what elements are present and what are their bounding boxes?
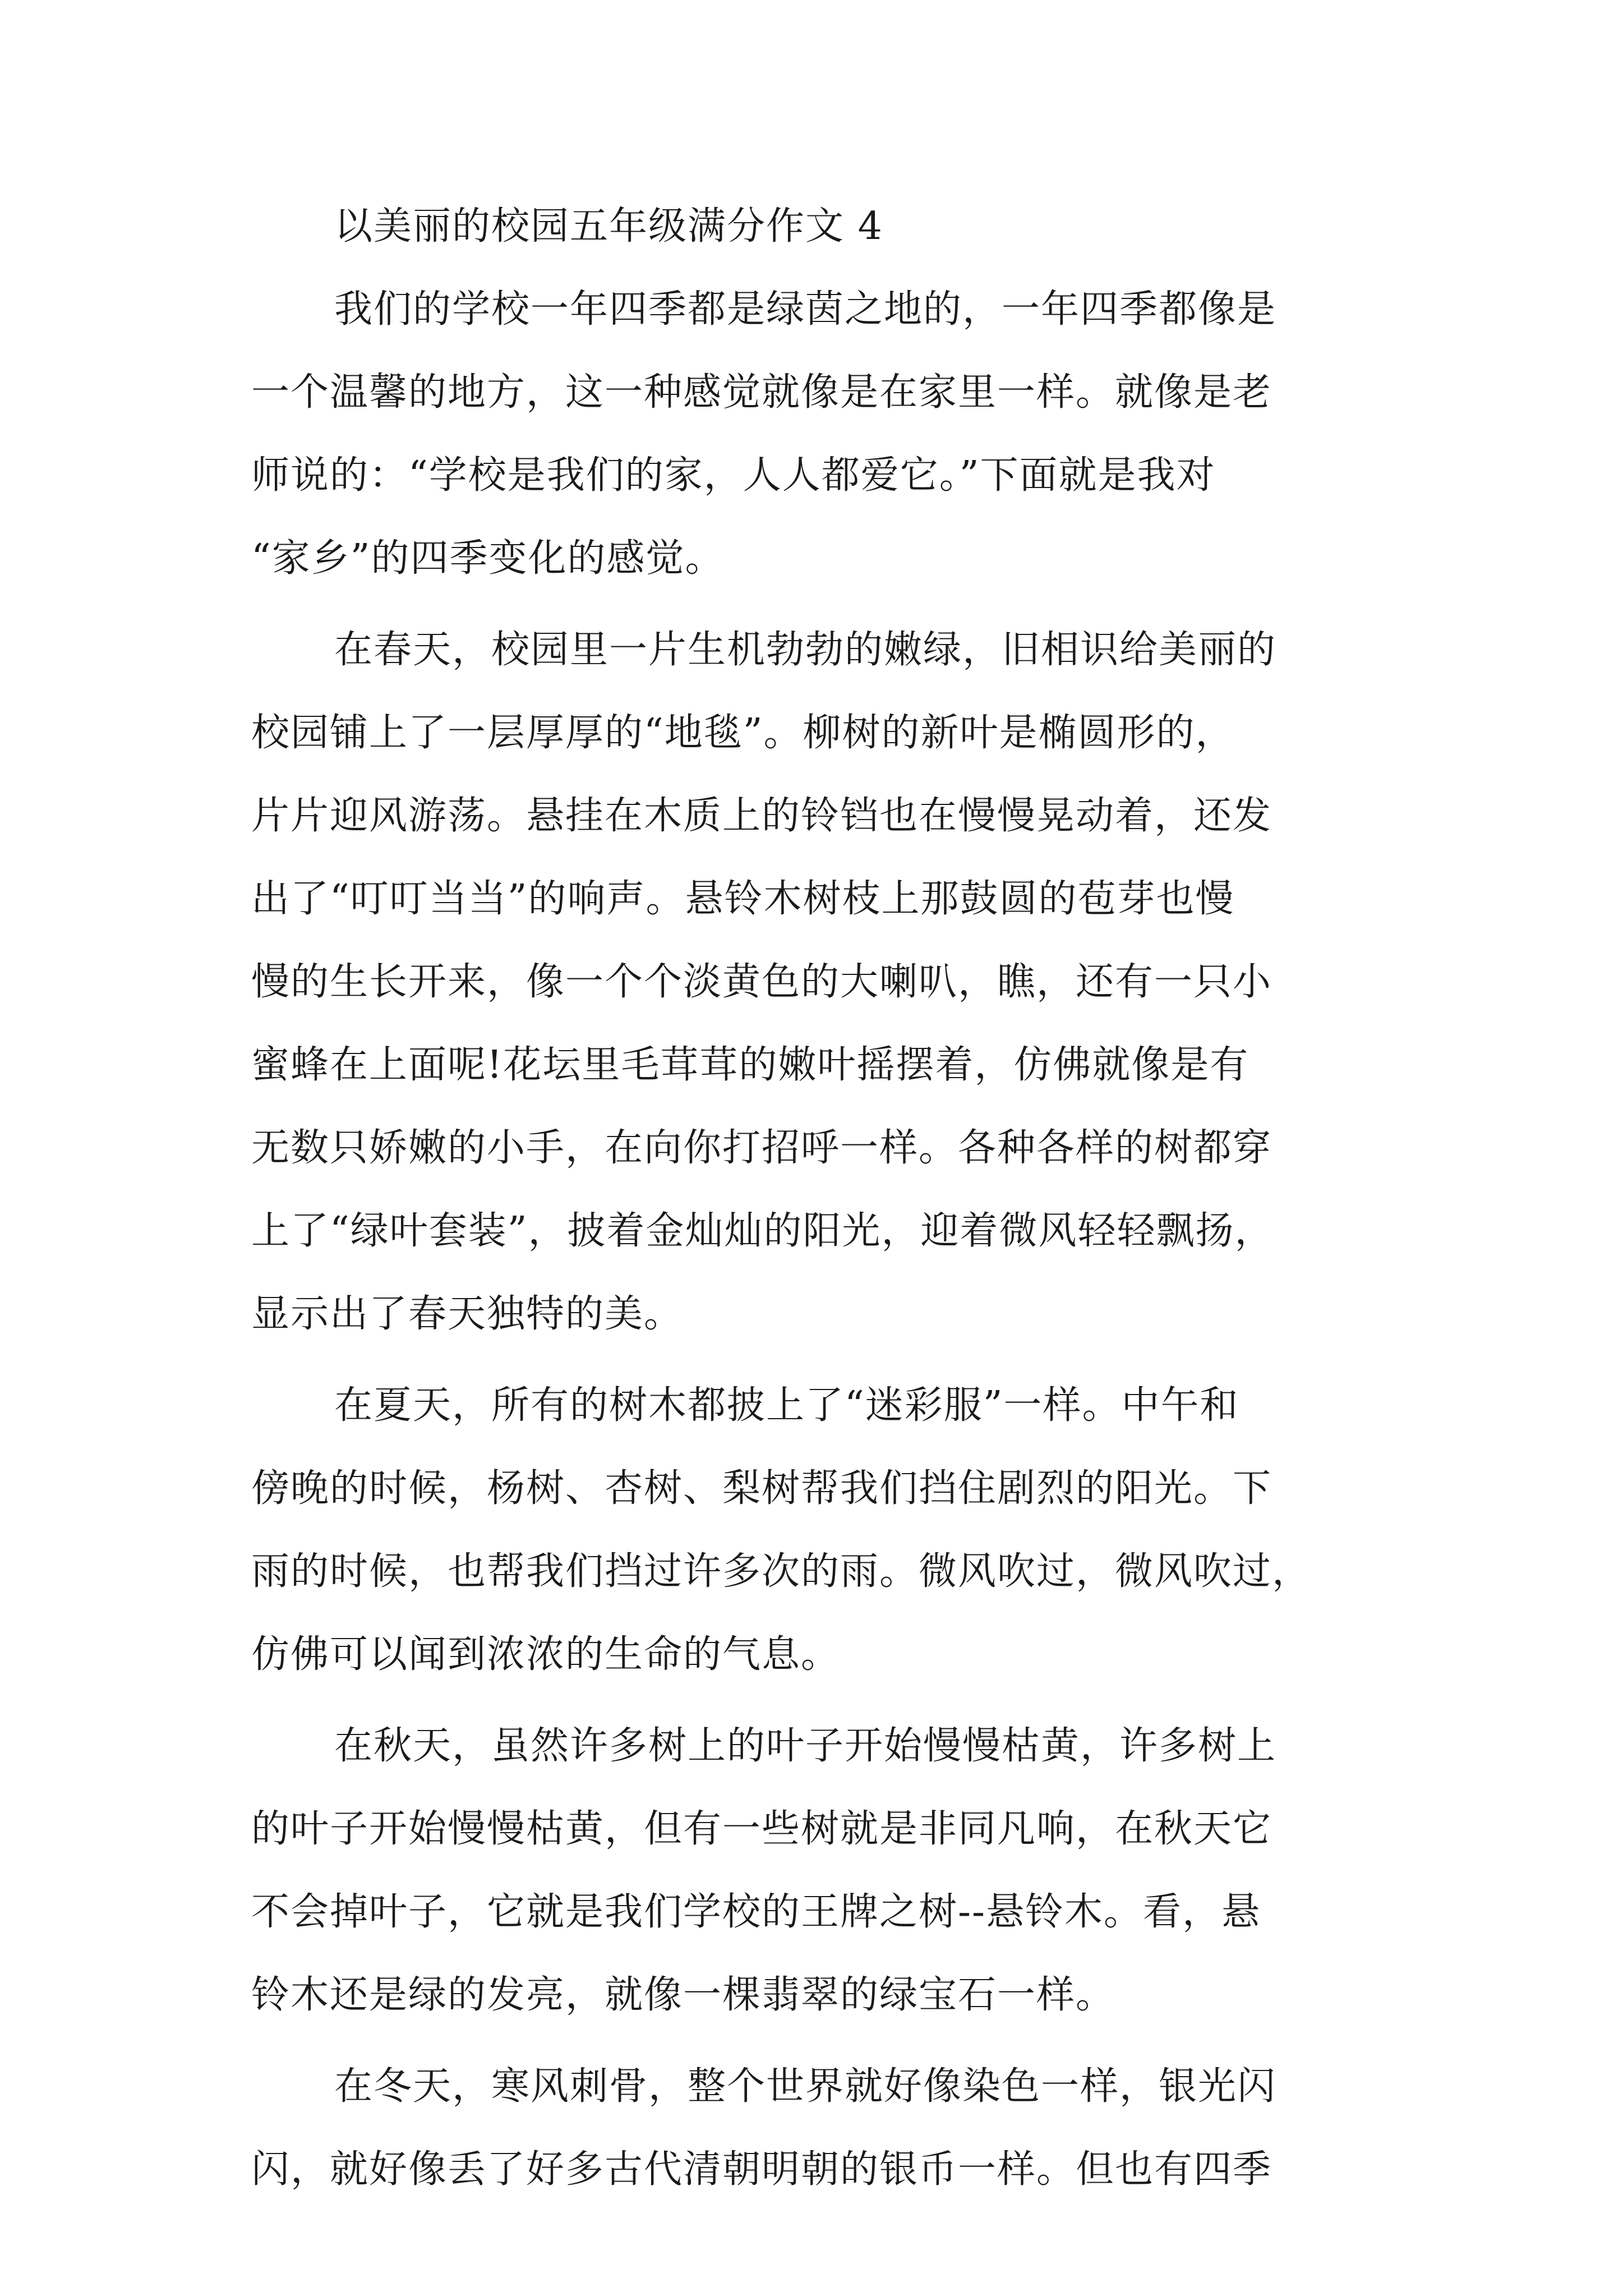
paragraph-line: 在秋天，虽然许多树上的叶子开始慢慢枯黄，许多树上	[334, 1724, 1277, 1768]
paragraph-line: 不会掉叶子，它就是我们学校的王牌之树--悬铃木。看，悬	[251, 1890, 1261, 1934]
paragraph-line: 上了“绿叶套装”，披着金灿灿的阳光，迎着微风轻轻飘扬，	[251, 1209, 1274, 1253]
paragraph-line: 师说的：“学校是我们的家，人人都爱它。”下面就是我对	[251, 453, 1216, 498]
paragraph-line: 显示出了春天独特的美。	[251, 1292, 684, 1336]
paragraph-line: 在冬天，寒风刺骨，整个世界就好像染色一样，银光闪	[334, 2064, 1277, 2109]
paragraph-line: 慢的生长开来，像一个个淡黄色的大喇叭，瞧，还有一只小	[251, 960, 1272, 1004]
paragraph-line: 无数只娇嫩的小手，在向你打招呼一样。各种各样的树都穿	[251, 1126, 1272, 1170]
paragraph-line: 蜜蜂在上面呢!花坛里毛茸茸的嫩叶摇摆着，仿佛就像是有	[251, 1043, 1249, 1087]
essay-body	[251, 185, 1390, 2220]
paragraph-line: 的叶子开始慢慢枯黄，但有一些树就是非同凡响，在秋天它	[251, 1807, 1272, 1851]
essay-title: 以美丽的校园五年级满分作文 4	[334, 204, 883, 249]
paragraph-intro	[251, 268, 1390, 600]
paragraph-line: 仿佛可以闻到浓浓的生命的气息。	[251, 1632, 841, 1677]
paragraph-line: “家乡”的四季变化的感觉。	[251, 536, 725, 581]
paragraph-line: 片片迎风游荡。悬挂在木质上的铃铛也在慢慢晃动着，还发	[251, 794, 1272, 838]
paragraph-line: 一个温馨的地方，这一种感觉就像是在家里一样。就像是老	[251, 370, 1272, 415]
paragraph-line: 出了“叮叮当当”的响声。悬铃木树枝上那鼓圆的苞芽也慢	[251, 877, 1235, 921]
paragraph-line: 我们的学校一年四季都是绿茵之地的，一年四季都像是	[334, 287, 1277, 332]
paragraph-line: 在夏天，所有的树木都披上了“迷彩服”一样。中午和	[334, 1383, 1239, 1428]
paragraph-spring	[251, 609, 1390, 1356]
paragraph-winter	[251, 2045, 1390, 2211]
paragraph-line: 闪，就好像丢了好多古代清朝明朝的银币一样。但也有四季	[251, 2147, 1272, 2192]
paragraph-line: 校园铺上了一层厚厚的“地毯”。柳树的新叶是椭圆形的，	[251, 711, 1235, 755]
paragraph-line: 在春天，校园里一片生机勃勃的嫩绿，旧相识给美丽的	[334, 628, 1277, 672]
paragraph-line: 傍晚的时候，杨树、杏树、梨树帮我们挡住剧烈的阳光。下	[251, 1466, 1272, 1511]
paragraph-autumn	[251, 1705, 1390, 2037]
paragraph-summer	[251, 1364, 1390, 1696]
paragraph-line: 铃木还是绿的发亮，就像一棵翡翠的绿宝石一样。	[251, 1973, 1115, 2017]
paragraph-line: 雨的时候，也帮我们挡过许多次的雨。微风吹过，微风吹过，	[251, 1549, 1312, 1594]
